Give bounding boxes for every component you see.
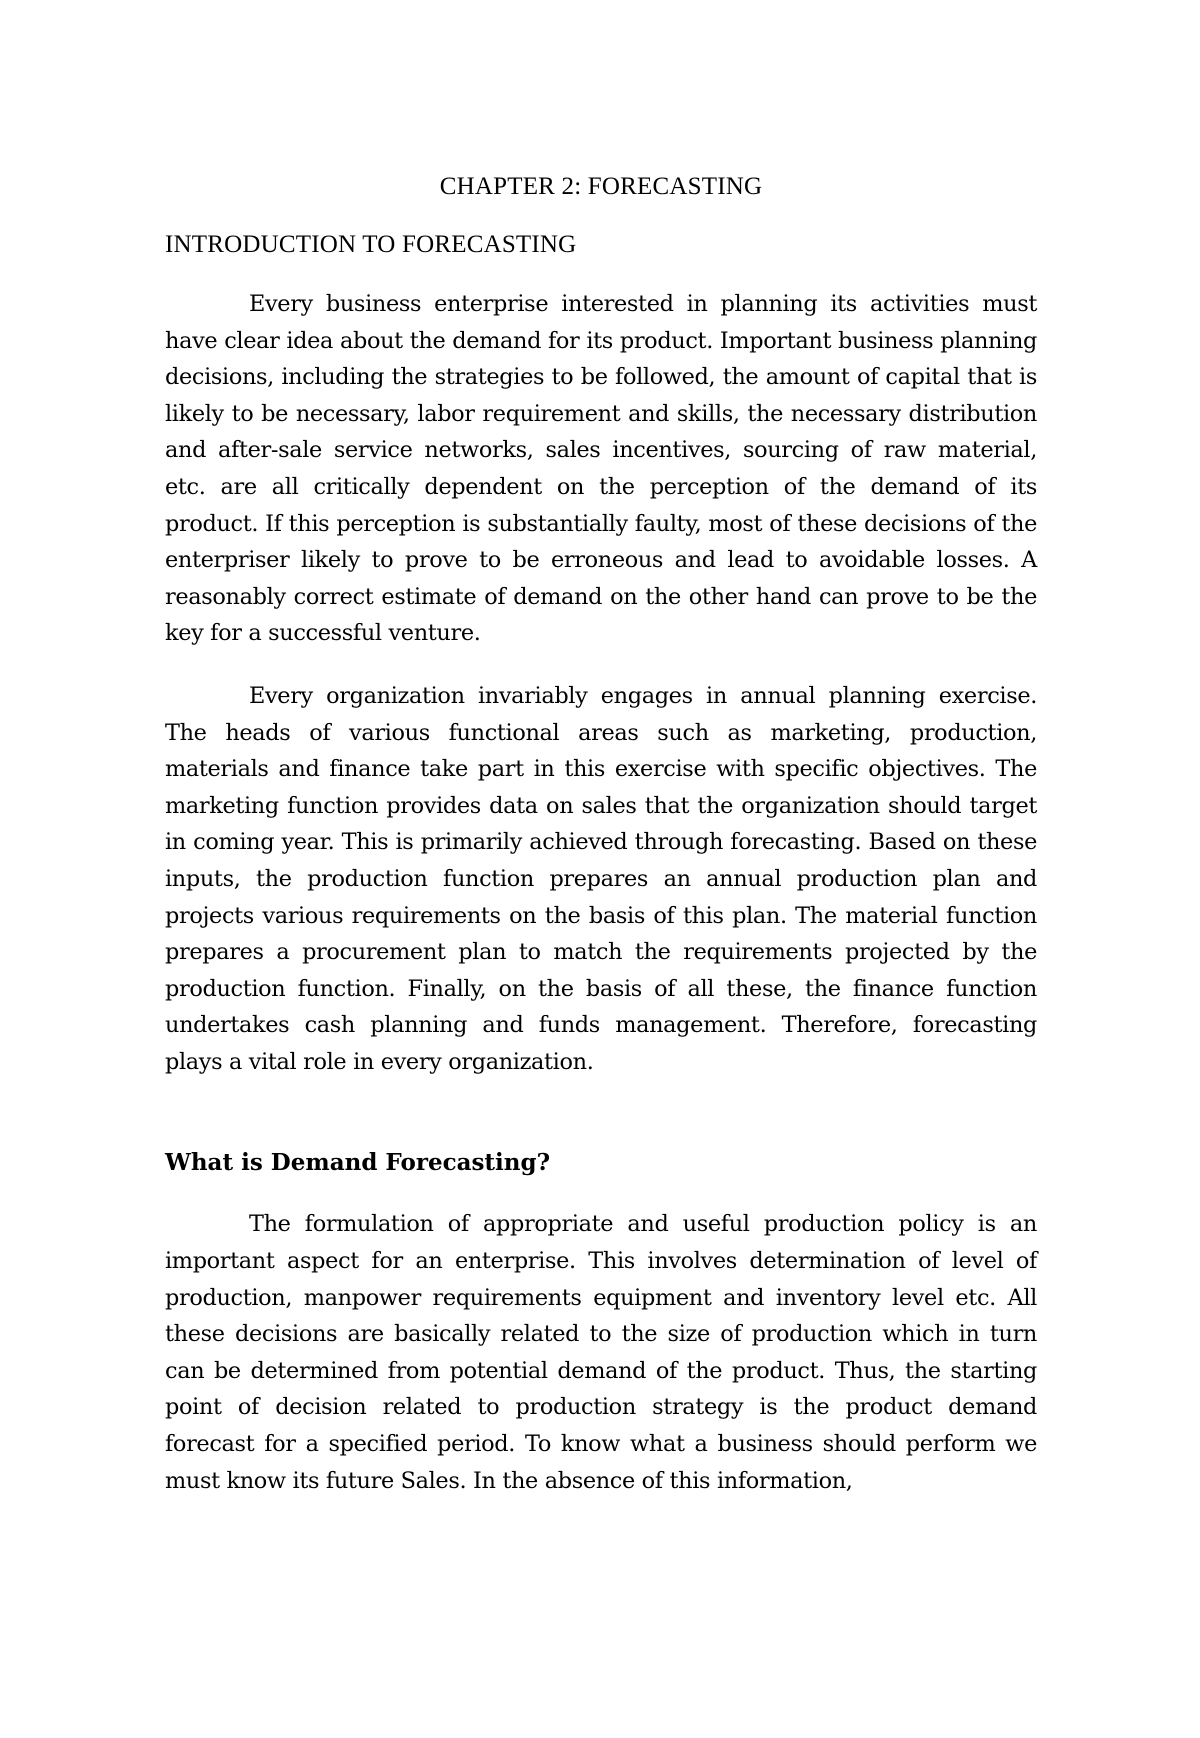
document-body <box>165 150 1037 1499</box>
section-heading: INTRODUCTION TO FORECASTING <box>165 231 577 258</box>
demand-paragraph-1: The formulation of appropriate and useful production policy is an important aspect for an enterprise. This involves determination of level of production, manpower requirements equipment and inventory level etc. All these decisions are basically related to the size of production which in turn can be determined from potential demand of the product. Thus, the starting point of decision related to production strategy is the product demand forecast for a specified period. To know what a business should perform we must know its future Sales. In the absence of this information, <box>165 1211 1037 1494</box>
intro-paragraph-2: Every organization invariably engages in annual planning exercise. The heads of various functional areas such as marketing, production, materials and finance take part in this exercise with specific objectives. The marketing function provides data on sales that the organization should target in coming year. This is primarily achieved through forecasting. Based on these inputs, the production function prepares an annual production plan and projects various requirements on the basis of this plan. The material function prepares a procurement plan to match the requirements projected by the production function. Finally, on the basis of all these, the finance function undertakes cash planning and funds management. Therefore, forecasting plays a vital role in every organization. <box>165 682 1037 1075</box>
chapter-title: CHAPTER 2: FORECASTING <box>439 173 763 200</box>
intro-paragraph-1: Every business enterprise interested in planning its activities must have clear idea about the demand for its product. Important business planning decisions, including the strategies to be followed, the amount of capital that is likely to be necessary, labor requirement and skills, the necessary distribution and after-sale service networks, sales incentives, sourcing of raw material, etc. are all critically dependent on the perception of the demand of its product. If this perception is substantially faulty, most of these decisions of the enterpriser likely to prove to be erroneous and lead to avoidable losses. A reasonably correct estimate of demand on the other hand can prove to be the key for a successful venture. <box>165 291 1037 647</box>
demand-forecasting-heading: What is Demand Forecasting? <box>165 1149 551 1177</box>
